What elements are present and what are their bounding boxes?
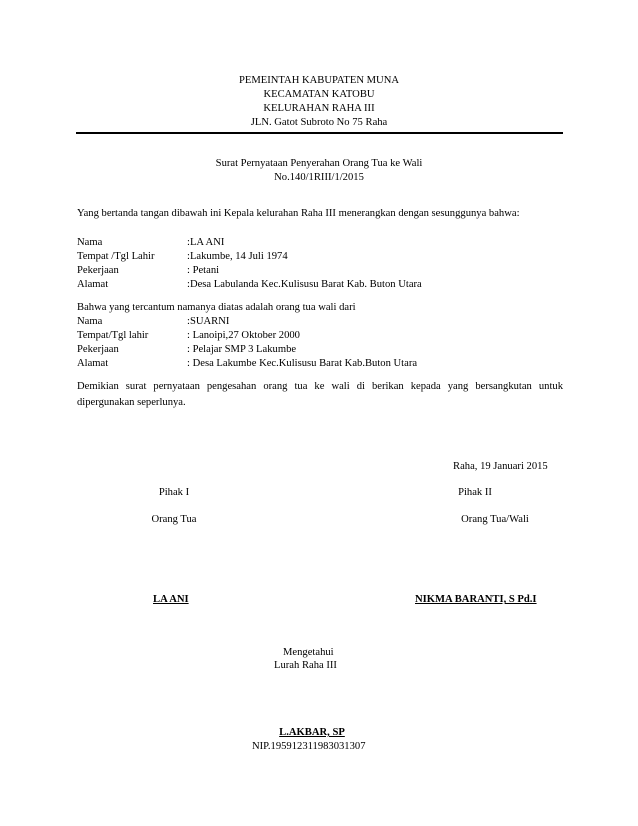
party-1-role: Orang Tua xyxy=(151,514,197,525)
letterhead-line-1: PEMEINTAH KABUPATEN MUNA xyxy=(238,75,400,86)
guardian-row-birth xyxy=(77,250,563,264)
intro-text: Yang bertanda tangan dibawah ini Kepala kelurahan Raha III menerangkan dengan sesunggunya bahwa: xyxy=(77,208,520,219)
field-value: :SUARNI xyxy=(187,316,230,327)
place-date: Raha, 19 Januari 2015 xyxy=(453,461,548,472)
field-label: Pekerjaan xyxy=(77,265,119,276)
guardian-row-name xyxy=(77,236,563,250)
field-value: : Lanoipi,27 Oktober 2000 xyxy=(187,330,300,341)
letterhead-divider xyxy=(76,132,563,134)
field-value: : Pelajar SMP 3 Lakumbe xyxy=(187,344,297,355)
closing-paragraph: Demikian surat pernyataan pengesahan orang tua ke wali di berikan kepada yang bersangkutan untuk dipergunakan seperlunya. xyxy=(77,381,563,408)
party-2-title: Pihak II xyxy=(458,487,492,498)
ward-row-birth xyxy=(77,329,563,343)
field-value: :Lakumbe, 14 Juli 1974 xyxy=(187,251,288,262)
acknowledge-position: Lurah Raha III xyxy=(274,660,337,671)
field-value: :LA ANI xyxy=(187,237,225,248)
field-label: Tempat /Tgl Lahir xyxy=(77,251,155,262)
field-label: Alamat xyxy=(77,279,109,290)
field-value: : Petani xyxy=(187,265,220,276)
party-1-title: Pihak I xyxy=(158,487,190,498)
guardian-row-occupation xyxy=(77,264,563,278)
document-title: Surat Pernyataan Penyerahan Orang Tua ke Wali xyxy=(215,158,423,169)
acknowledge-name: L.AKBAR, SP xyxy=(279,727,345,738)
letterhead-line-2: KECAMATAN KATOBU xyxy=(263,89,375,100)
field-label: Pekerjaan xyxy=(77,344,119,355)
ward-row-address xyxy=(77,357,563,371)
party-1-name: LA ANI xyxy=(153,594,189,605)
party-2-role: Orang Tua/Wali xyxy=(461,514,529,525)
field-value: : Desa Lakumbe Kec.Kulisusu Barat Kab.Buton Utara xyxy=(187,358,418,369)
ward-row-name xyxy=(77,315,563,329)
letterhead-line-3: KELURAHAN RAHA III xyxy=(263,103,375,114)
guardian-row-address xyxy=(77,278,563,292)
field-label: Nama xyxy=(77,237,103,248)
acknowledge-nip: NIP.195912311983031307 xyxy=(252,741,366,752)
field-label: Alamat xyxy=(77,358,109,369)
field-value: :Desa Labulanda Kec.Kulisusu Barat Kab. Buton Utara xyxy=(187,279,422,290)
letterhead-address: JLN. Gatot Subroto No 75 Raha xyxy=(250,117,388,128)
ward-row-occupation xyxy=(77,343,563,357)
field-label: Tempat/Tgl lahir xyxy=(77,330,149,341)
party-2-name: NIKMA BARANTI, S Pd.I xyxy=(415,594,537,605)
ward-intro-text: Bahwa yang tercantum namanya diatas adalah orang tua wali dari xyxy=(77,302,356,313)
acknowledge-label: Mengetahui xyxy=(283,647,334,658)
field-label: Nama xyxy=(77,316,103,327)
document-number: No.140/1RIII/1/2015 xyxy=(274,172,364,183)
